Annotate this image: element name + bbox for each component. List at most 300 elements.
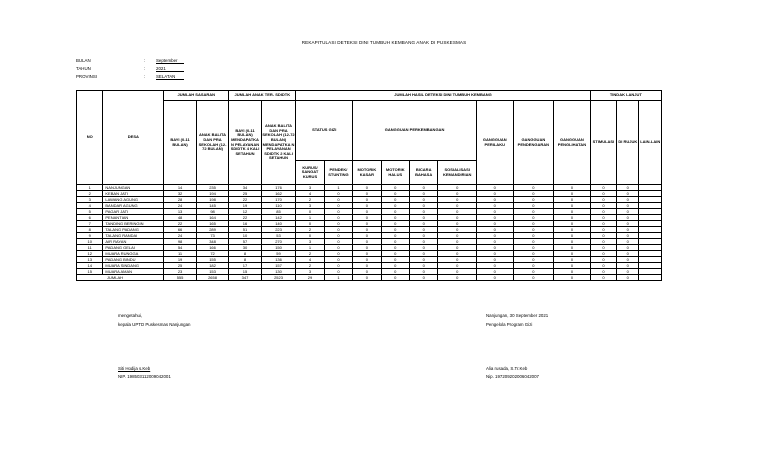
- header-status-gizi: STATUS GIZI: [296, 101, 353, 161]
- value-cell: 0: [324, 251, 352, 257]
- value-cell: 53: [261, 233, 296, 239]
- desa-cell: MUARA SINDANG: [103, 263, 164, 269]
- value-cell: 0: [617, 221, 639, 227]
- value-cell: 1: [296, 215, 324, 221]
- header-bayi-sdidtk: BAYI (0-11 BULAN) MENDAPATKA N PELAYANAN SDIDTK 4 KALI SETAHUN: [229, 101, 261, 185]
- header-balita-sdidtk: ANAK BALITA DAN PRA SEKOLAH (12-72 BULAN) MENDAPATKA N PELAYANAN SDIDTK 2 KALI SETAHUN: [261, 101, 296, 185]
- total-value-cell: 0: [476, 275, 513, 281]
- value-cell: 0: [554, 203, 591, 209]
- value-cell: 0: [590, 209, 616, 215]
- value-cell: 0: [381, 185, 409, 191]
- value-cell: 0: [554, 221, 591, 227]
- value-cell: 0: [438, 197, 477, 203]
- value-cell: 140: [261, 221, 296, 227]
- header-jumlah-sasaran: JUMLAH SASARAN: [164, 91, 229, 101]
- total-value-cell: 29: [296, 275, 324, 281]
- value-cell: 8: [229, 257, 261, 263]
- value-cell: 0: [353, 227, 381, 233]
- row-number-cell: 12: [77, 251, 103, 257]
- total-row: [77, 275, 662, 281]
- value-cell: 3: [296, 239, 324, 245]
- value-cell: 85: [261, 209, 296, 215]
- value-cell: 0: [353, 221, 381, 227]
- value-cell: 157: [261, 263, 296, 269]
- row-number-cell: 15: [77, 269, 103, 275]
- header-motorik-kasar: MOTORIK KASAR: [353, 161, 381, 185]
- value-cell: 0: [617, 251, 639, 257]
- value-cell: 0: [296, 221, 324, 227]
- header-no: NO: [77, 91, 103, 185]
- value-cell: 0: [513, 227, 554, 233]
- value-cell: 0: [381, 257, 409, 263]
- value-cell: 0: [617, 191, 639, 197]
- value-cell: 0: [590, 263, 616, 269]
- value-cell: 12: [229, 209, 261, 215]
- value-cell: 110: [261, 203, 296, 209]
- value-cell: 3: [296, 203, 324, 209]
- value-cell: 0: [476, 233, 513, 239]
- left-sign-line1: mengetahui,: [118, 313, 143, 318]
- value-cell: 0: [296, 233, 324, 239]
- total-value-cell: [639, 275, 662, 281]
- total-value-cell: 0: [554, 275, 591, 281]
- value-cell: 0: [513, 257, 554, 263]
- row-number-cell: 3: [77, 197, 103, 203]
- value-cell: 0: [353, 269, 381, 275]
- meta-provinsi: PROVINSI : SELATAN: [76, 74, 184, 80]
- value-cell: 0: [554, 233, 591, 239]
- value-cell: 0: [476, 257, 513, 263]
- desa-cell: NANJUNGAN: [103, 185, 164, 191]
- value-cell: 0: [381, 269, 409, 275]
- value-cell: 0: [438, 227, 477, 233]
- value-cell: 0: [513, 245, 554, 251]
- value-cell: 0: [554, 263, 591, 269]
- value-cell: 0: [438, 215, 477, 221]
- recap-table: [76, 90, 662, 281]
- value-cell: 0: [476, 209, 513, 215]
- total-value-cell: 0: [353, 275, 381, 281]
- value-cell: 0: [409, 203, 437, 209]
- value-cell: 166: [196, 245, 228, 251]
- value-cell: 150: [261, 245, 296, 251]
- value-cell: 0: [381, 227, 409, 233]
- value-cell: 30: [229, 245, 261, 251]
- value-cell: 0: [381, 245, 409, 251]
- value-cell: 0: [438, 185, 477, 191]
- value-cell: 0: [438, 221, 477, 227]
- row-number-cell: 5: [77, 209, 103, 215]
- value-cell: 0: [409, 185, 437, 191]
- value-cell: 198: [196, 197, 228, 203]
- value-cell: 72: [196, 251, 228, 257]
- total-value-cell: 2658: [196, 275, 228, 281]
- value-cell: 0: [324, 215, 352, 221]
- header-di-rujuk: DI RUJUK: [617, 101, 639, 185]
- value-cell: 0: [617, 209, 639, 215]
- value-cell: 0: [381, 197, 409, 203]
- value-cell: 162: [261, 191, 296, 197]
- header-motorik-halus: MOTORIK HALUS: [381, 161, 409, 185]
- value-cell: 8: [229, 251, 261, 257]
- value-cell: 66: [164, 227, 196, 233]
- value-cell: 54: [164, 245, 196, 251]
- value-cell: 0: [438, 263, 477, 269]
- desa-cell: TALANG RANDAI: [103, 233, 164, 239]
- header-pendek: PENDEK/ STUNTING: [324, 161, 352, 185]
- value-cell: 0: [381, 251, 409, 257]
- value-cell: 0: [617, 215, 639, 221]
- header-desa: DESA: [103, 91, 164, 185]
- value-cell: 194: [196, 191, 228, 197]
- value-cell: 15: [229, 269, 261, 275]
- value-cell: 0: [438, 233, 477, 239]
- row-number-cell: 8: [77, 227, 103, 233]
- total-value-cell: 347: [229, 275, 261, 281]
- meta-tahun: TAHUN : 2021: [76, 66, 184, 72]
- right-sign-line2: Pengelola Program Gizi: [486, 322, 533, 327]
- desa-cell: TALANG PADANG: [103, 227, 164, 233]
- header-sosialisasi: SOSIALISASI KEMANDIRIAN: [438, 161, 477, 185]
- value-cell: 0: [476, 197, 513, 203]
- value-cell: 223: [261, 227, 296, 233]
- value-cell: 0: [513, 263, 554, 269]
- value-cell: 0: [476, 245, 513, 251]
- value-cell: 0: [554, 191, 591, 197]
- header-kurus: KURUS/ SANGAT KURUS: [296, 161, 324, 185]
- value-cell: 0: [381, 191, 409, 197]
- value-cell: 0: [409, 227, 437, 233]
- value-cell: 0: [438, 251, 477, 257]
- row-number-cell: 13: [77, 257, 103, 263]
- value-cell: 0: [324, 209, 352, 215]
- value-cell: 25: [164, 263, 196, 269]
- value-cell: 0: [513, 251, 554, 257]
- row-number-cell: 4: [77, 203, 103, 209]
- desa-cell: KEBAN JATI: [103, 191, 164, 197]
- value-cell: 25: [229, 191, 261, 197]
- value-cell: 10: [229, 233, 261, 239]
- value-cell: 270: [261, 239, 296, 245]
- row-number-cell: 11: [77, 245, 103, 251]
- left-sign-name: Siti Hodija s.Keb: [118, 366, 151, 371]
- row-number-cell: 14: [77, 263, 103, 269]
- value-cell: 136: [261, 257, 296, 263]
- value-cell: 0: [409, 233, 437, 239]
- header-jumlah-terdeteksi: JUMLAH ANAK TER- SDIDTK: [229, 91, 296, 101]
- value-cell: 0: [409, 257, 437, 263]
- header-hasil-deteksi: JUMLAH HASIL DETEKSI DINI TUMBUH KEMBANG: [296, 91, 590, 101]
- value-cell: 0: [381, 209, 409, 215]
- value-cell: 0: [476, 221, 513, 227]
- value-cell: 0: [353, 251, 381, 257]
- value-cell: 98: [196, 209, 228, 215]
- header-stimulasi: STIMULASI: [590, 101, 616, 185]
- desa-cell: PADANG BINDU: [103, 257, 164, 263]
- value-cell: 0: [438, 239, 477, 245]
- value-cell: 0: [513, 191, 554, 197]
- value-cell: 0: [617, 263, 639, 269]
- header-gangguan-pendengaran: GANGGUAN PENDENGARAN: [513, 101, 554, 185]
- value-cell: 0: [438, 203, 477, 209]
- value-cell: 0: [409, 251, 437, 257]
- value-cell: 0: [409, 197, 437, 203]
- value-cell: 22: [229, 197, 261, 203]
- value-cell: 235: [196, 185, 228, 191]
- value-cell: 34: [229, 185, 261, 191]
- value-cell: 0: [438, 191, 477, 197]
- value-cell: 0: [554, 239, 591, 245]
- value-cell: 0: [324, 245, 352, 251]
- desa-cell: BANDAR AGUNG: [103, 203, 164, 209]
- desa-cell: PENANTIAN: [103, 215, 164, 221]
- report-title: REKAPITULASI DETEKSI DINI TUMBUH KEMBANG ANAK DI PUSKESMAS: [301, 40, 467, 45]
- value-cell: 0: [590, 203, 616, 209]
- value-cell: 0: [353, 233, 381, 239]
- value-cell: 0: [409, 263, 437, 269]
- value-cell: 0: [590, 215, 616, 221]
- value-cell: 2: [296, 251, 324, 257]
- value-cell: 51: [229, 227, 261, 233]
- value-cell: 2: [296, 197, 324, 203]
- row-number-cell: 2: [77, 191, 103, 197]
- value-cell: 0: [476, 227, 513, 233]
- value-cell: 22: [229, 215, 261, 221]
- value-cell: 0: [617, 203, 639, 209]
- value-cell: 0: [590, 251, 616, 257]
- total-value-cell: 2523: [261, 275, 296, 281]
- header-bicara: BICARA BAHASA: [409, 161, 437, 185]
- value-cell: 0: [324, 257, 352, 263]
- value-cell: 48: [164, 215, 196, 221]
- value-cell: 0: [409, 215, 437, 221]
- value-cell: 0: [324, 221, 352, 227]
- value-cell: 142: [261, 215, 296, 221]
- value-cell: 0: [590, 185, 616, 191]
- value-cell: 0: [353, 239, 381, 245]
- value-cell: 0: [353, 215, 381, 221]
- value-cell: 0: [381, 239, 409, 245]
- value-cell: 0: [617, 227, 639, 233]
- value-cell: 0: [438, 257, 477, 263]
- value-cell: 0: [617, 197, 639, 203]
- value-cell: 0: [554, 269, 591, 275]
- value-cell: 0: [381, 263, 409, 269]
- value-cell: 0: [590, 197, 616, 203]
- meta-bulan: BULAN : September: [76, 58, 184, 64]
- value-cell: 28: [164, 197, 196, 203]
- value-cell: 0: [381, 233, 409, 239]
- value-cell: 0: [296, 209, 324, 215]
- value-cell: 0: [513, 203, 554, 209]
- value-cell: 0: [409, 221, 437, 227]
- value-cell: 164: [196, 215, 228, 221]
- header-gangguan-perilaku: GANGGUAN PERILAKU: [476, 101, 513, 185]
- value-cell: 17: [229, 263, 261, 269]
- value-cell: 0: [513, 239, 554, 245]
- header-gangguan-penglihatan: GANGGUAN PENGLIHATAN: [554, 101, 591, 185]
- value-cell: 0: [476, 251, 513, 257]
- value-cell: 0: [554, 215, 591, 221]
- value-cell: 73: [196, 233, 228, 239]
- value-cell: 145: [196, 203, 228, 209]
- value-cell: 0: [590, 227, 616, 233]
- value-cell: 0: [438, 269, 477, 275]
- value-cell: 0: [513, 233, 554, 239]
- header-anak-balita: ANAK BALITA DAN PRA SEKOLAH (12-72 BULAN): [196, 101, 228, 185]
- value-cell: 0: [554, 185, 591, 191]
- row-number-cell: 1: [77, 185, 103, 191]
- value-cell: 0: [617, 269, 639, 275]
- value-cell: 0: [476, 185, 513, 191]
- value-cell: 0: [617, 239, 639, 245]
- value-cell: 170: [261, 197, 296, 203]
- desa-cell: LAWANG AGUNG: [103, 197, 164, 203]
- value-cell: 0: [381, 221, 409, 227]
- value-cell: 4: [296, 191, 324, 197]
- value-cell: 0: [513, 197, 554, 203]
- right-sign-name: Alia rusada, S.Tr.Keb: [486, 366, 528, 371]
- value-cell: 11: [164, 251, 196, 257]
- value-cell: 0: [381, 215, 409, 221]
- total-value-cell: 1: [324, 275, 352, 281]
- value-cell: 16: [229, 221, 261, 227]
- value-cell: 0: [617, 185, 639, 191]
- value-cell: 0: [513, 185, 554, 191]
- value-cell: 13: [164, 209, 196, 215]
- value-cell: 2: [296, 263, 324, 269]
- desa-cell: MUARA AMAN: [103, 269, 164, 275]
- value-cell: 155: [196, 257, 228, 263]
- left-sign-line2: kepala UPTD Puskesmas Nanjungan: [118, 322, 191, 327]
- value-cell: 0: [554, 245, 591, 251]
- right-sign-line1: Nanjungan, 30 September 2021: [486, 313, 549, 318]
- value-cell: 0: [590, 245, 616, 251]
- value-cell: 1: [296, 245, 324, 251]
- value-cell: 0: [554, 227, 591, 233]
- value-cell: 4: [296, 257, 324, 263]
- value-cell: 24: [164, 203, 196, 209]
- value-cell: 130: [261, 269, 296, 275]
- value-cell: 59: [261, 251, 296, 257]
- total-value-cell: 0: [409, 275, 437, 281]
- value-cell: 0: [554, 257, 591, 263]
- total-label-cell: JUMLAH: [77, 275, 164, 281]
- value-cell: 348: [196, 239, 228, 245]
- row-number-cell: 7: [77, 221, 103, 227]
- value-cell: 182: [196, 263, 228, 269]
- value-cell: 0: [476, 191, 513, 197]
- left-sign-nip: NIP. 198503112009042001: [118, 374, 171, 379]
- value-cell: 0: [438, 245, 477, 251]
- total-value-cell: 0: [381, 275, 409, 281]
- value-cell: 0: [409, 209, 437, 215]
- total-value-cell: 0: [590, 275, 616, 281]
- desa-cell: TANDING BERINGIN: [103, 221, 164, 227]
- value-cell: 0: [353, 209, 381, 215]
- value-cell: 0: [324, 197, 352, 203]
- value-cell: 0: [513, 209, 554, 215]
- value-cell: 0: [476, 215, 513, 221]
- value-cell: 0: [381, 203, 409, 209]
- value-cell: 0: [476, 269, 513, 275]
- value-cell: 0: [617, 257, 639, 263]
- value-cell: 0: [353, 245, 381, 251]
- value-cell: 0: [409, 245, 437, 251]
- value-cell: 0: [513, 269, 554, 275]
- value-cell: 98: [164, 239, 196, 245]
- value-cell: 0: [476, 263, 513, 269]
- value-cell: 0: [324, 269, 352, 275]
- value-cell: 3: [296, 185, 324, 191]
- value-cell: 0: [324, 263, 352, 269]
- value-cell: 0: [513, 215, 554, 221]
- value-cell: 0: [476, 239, 513, 245]
- value-cell: 0: [617, 233, 639, 239]
- value-cell: 0: [324, 239, 352, 245]
- value-cell: 23: [164, 269, 196, 275]
- value-cell: 0: [353, 197, 381, 203]
- value-cell: 0: [590, 257, 616, 263]
- value-cell: 3: [296, 269, 324, 275]
- row-number-cell: 6: [77, 215, 103, 221]
- value-cell: 0: [438, 209, 477, 215]
- value-cell: 0: [554, 197, 591, 203]
- total-value-cell: 0: [513, 275, 554, 281]
- desa-cell: AIR RAYAN: [103, 239, 164, 245]
- value-cell: 165: [196, 221, 228, 227]
- total-value-cell: 0: [438, 275, 477, 281]
- header-gangguan-perkembangan: GANGGUAN PERKEMBANGAN: [353, 101, 477, 161]
- value-cell: 0: [353, 257, 381, 263]
- value-cell: 176: [261, 185, 296, 191]
- value-cell: 0: [409, 269, 437, 275]
- value-cell: 0: [476, 203, 513, 209]
- value-cell: 0: [324, 191, 352, 197]
- value-cell: 0: [409, 191, 437, 197]
- value-cell: 0: [617, 245, 639, 251]
- value-cell: 19: [229, 203, 261, 209]
- header-lain-lain: LAIN-LAIN: [639, 101, 662, 185]
- value-cell: 19: [164, 257, 196, 263]
- desa-cell: PAGAR JATI: [103, 209, 164, 215]
- row-number-cell: 9: [77, 233, 103, 239]
- value-cell: 32: [164, 191, 196, 197]
- desa-cell: PADANG GELAI: [103, 245, 164, 251]
- value-cell: 0: [324, 203, 352, 209]
- total-value-cell: 555: [164, 275, 196, 281]
- row-number-cell: 10: [77, 239, 103, 245]
- value-cell: 2: [296, 227, 324, 233]
- value-cell: 0: [590, 269, 616, 275]
- value-cell: 57: [229, 239, 261, 245]
- desa-cell: MUARA RUNGGA: [103, 251, 164, 257]
- header-bayi: BAYI (0-11 BULAN): [164, 101, 196, 185]
- value-cell: 0: [513, 221, 554, 227]
- value-cell: 0: [353, 263, 381, 269]
- value-cell: 0: [554, 251, 591, 257]
- value-cell: 0: [324, 227, 352, 233]
- value-cell: 0: [590, 233, 616, 239]
- total-value-cell: 0: [617, 275, 639, 281]
- right-sign-nip: Nip. 197209202006042007: [486, 374, 539, 379]
- value-cell: 0: [590, 239, 616, 245]
- value-cell: 14: [164, 185, 196, 191]
- value-cell: 0: [324, 233, 352, 239]
- value-cell: 153: [196, 269, 228, 275]
- value-cell: 289: [196, 227, 228, 233]
- header-tindak-lanjut: TINDAK LANJUT: [590, 91, 661, 101]
